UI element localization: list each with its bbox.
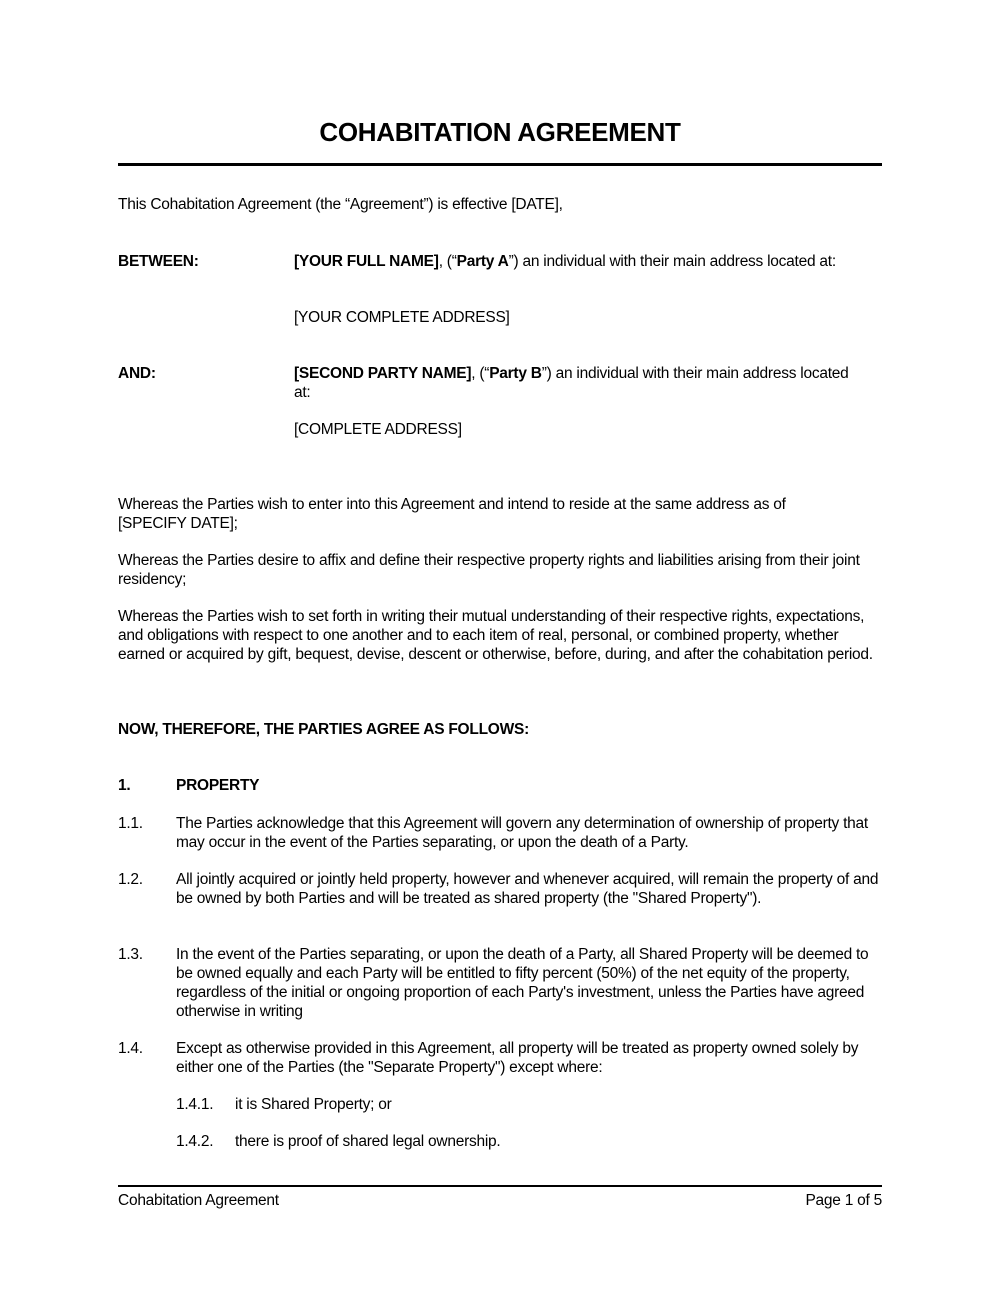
party-b-description: [SECOND PARTY NAME], (“Party B”) an individual with their main address located at: (294, 365, 849, 401)
clause-1-2-text: All jointly acquired or jointly held property, however and whenever acquired, will remain the property of and be owned by both Parties and will be treated as shared property (the "Shared Property"). (176, 871, 879, 907)
recital-1: Whereas the Parties wish to enter into this Agreement and intend to reside at the same address as of [SPECIFY DATE]; (118, 496, 786, 532)
clause-1-1-number: 1.1. (118, 815, 143, 832)
between-label: BETWEEN: (118, 253, 199, 270)
clause-1-3-number: 1.3. (118, 946, 143, 963)
clause-1-1-text: The Parties acknowledge that this Agreement will govern any determination of ownership of property that may occur in the event of the Parties separating, or upon the death of a Party. (176, 815, 868, 851)
footer-page-number: Page 1 of 5 (805, 1192, 882, 1209)
clause-1-3-text: In the event of the Parties separating, or upon the death of a Party, all Shared Property will be deemed to be owned equally and each Party will be entitled to fifty percent (50%) of the net equity of the property, regardless of the initial or ongoing proportion of each Party's investment, unless the Parties have agreed otherwise in writing (176, 946, 869, 1020)
agree-heading: NOW, THEREFORE, THE PARTIES AGREE AS FOLLOWS: (118, 721, 529, 738)
document-title: COHABITATION AGREEMENT (319, 117, 681, 147)
clause-1-4-text: Except as otherwise provided in this Agreement, all property will be treated as property owned solely by either one of the Parties (the "Separate Property") except where: (176, 1040, 859, 1076)
recital-3: Whereas the Parties wish to set forth in writing their mutual understanding of their respective rights, expectations, and obligations with respect to one another and to each item of real, personal, or combined property, whether earned or acquired by gift, bequest, devise, descent or otherwise, before, during, and after the cohabitation period. (118, 608, 873, 663)
party-a-address: [YOUR COMPLETE ADDRESS] (294, 309, 510, 326)
section-1-heading: PROPERTY (176, 777, 260, 794)
clause-1-4-2-text: there is proof of shared legal ownership. (235, 1133, 501, 1150)
party-a-tag: Party A (456, 253, 509, 270)
party-b-address: [COMPLETE ADDRESS] (294, 421, 462, 438)
party-a-description: [YOUR FULL NAME], (“Party A”) an individual with their main address located at: (294, 253, 836, 270)
party-a-name: [YOUR FULL NAME] (294, 253, 439, 270)
clause-1-4-number: 1.4. (118, 1040, 143, 1057)
recital-2: Whereas the Parties desire to affix and define their respective property rights and liabilities arising from their joint residency; (118, 552, 860, 588)
party-b-name: [SECOND PARTY NAME] (294, 365, 472, 382)
title-divider (118, 163, 882, 166)
clause-1-4-1-number: 1.4.1. (176, 1096, 214, 1113)
section-1-number: 1. (118, 777, 131, 794)
clause-1-4-2-number: 1.4.2. (176, 1133, 214, 1150)
intro-paragraph: This Cohabitation Agreement (the “Agreement”) is effective [DATE], (118, 196, 563, 213)
clause-1-4-1-text: it is Shared Property; or (235, 1096, 392, 1113)
footer-document-name: Cohabitation Agreement (118, 1192, 279, 1209)
clause-1-2-number: 1.2. (118, 871, 143, 888)
party-b-tag: Party B (489, 365, 542, 382)
footer-divider (118, 1185, 882, 1187)
and-label: AND: (118, 365, 156, 382)
